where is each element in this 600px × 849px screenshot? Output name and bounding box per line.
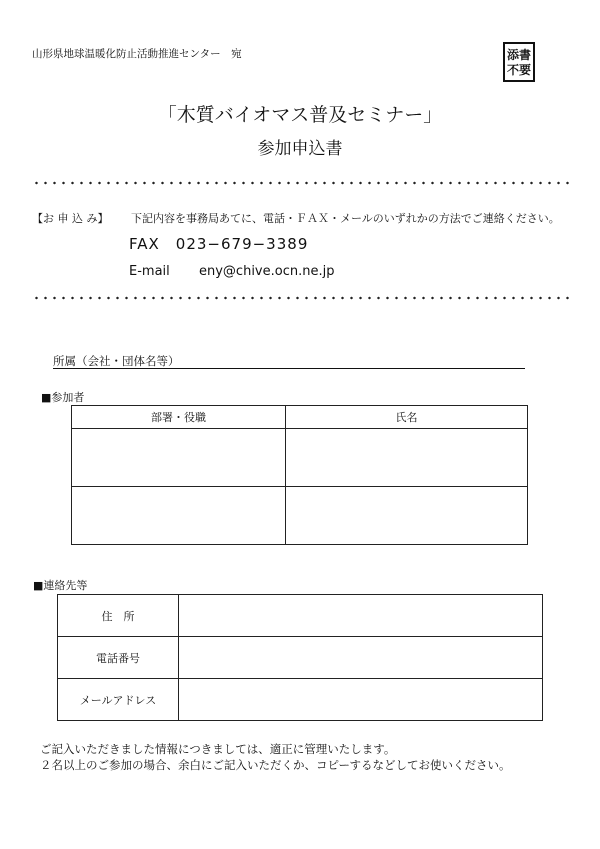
form-title: 参加申込書 (257, 139, 343, 159)
email-address: eny@chive.ocn.ne.jp (199, 264, 335, 279)
column-header-name: 氏名 (286, 406, 528, 429)
seminar-title: 「木質バイオマス普及セミナー」 (157, 104, 443, 126)
application-instructions: 下記内容を事務局あてに、電話・ＦＡＸ・メールのいずれかの方法でご連絡ください。 (131, 212, 560, 225)
address-label: 住 所 (58, 595, 179, 637)
participants-table (71, 405, 528, 545)
department-cell-1[interactable] (72, 429, 286, 487)
affiliation-input-line[interactable] (53, 368, 525, 369)
participants-heading: ■参加者 (41, 391, 85, 404)
table-row (72, 429, 528, 487)
stamp-line2: 不要 (506, 63, 531, 77)
email-field[interactable] (179, 679, 543, 721)
email-address-label: メールアドレス (58, 679, 179, 721)
dotted-divider-top (32, 181, 572, 185)
contact-heading: ■連絡先等 (33, 579, 88, 592)
recipient-line: 山形県地球温暖化防止活動推進センター 宛 (32, 48, 242, 60)
phone-field[interactable] (179, 637, 543, 679)
table-row (72, 487, 528, 545)
department-cell-2[interactable] (72, 487, 286, 545)
email-label: E-mail (129, 264, 170, 279)
multiple-participants-note: ２名以上のご参加の場合、余白にご記入いただくか、コピーするなどしてお使いください。 (40, 758, 511, 772)
no-cover-letter-stamp (503, 42, 535, 82)
name-cell-2[interactable] (286, 487, 528, 545)
name-cell-1[interactable] (286, 429, 528, 487)
phone-label: 電話番号 (58, 637, 179, 679)
table-row (58, 637, 543, 679)
application-label: 【お 申 込 み】 (32, 212, 109, 225)
stamp-line1: 添書 (506, 48, 531, 62)
table-row (58, 595, 543, 637)
column-header-department: 部署・役職 (72, 406, 286, 429)
table-row (58, 679, 543, 721)
table-header-row (72, 406, 528, 429)
dotted-divider-bottom (32, 296, 572, 300)
privacy-note: ご記入いただきました情報につきましては、適正に管理いたします。 (40, 742, 396, 756)
contact-table (57, 594, 543, 721)
fax-number: FAX 023−679−3389 (129, 235, 309, 253)
affiliation-label: 所属（会社・団体名等） (53, 354, 180, 368)
address-field[interactable] (179, 595, 543, 637)
